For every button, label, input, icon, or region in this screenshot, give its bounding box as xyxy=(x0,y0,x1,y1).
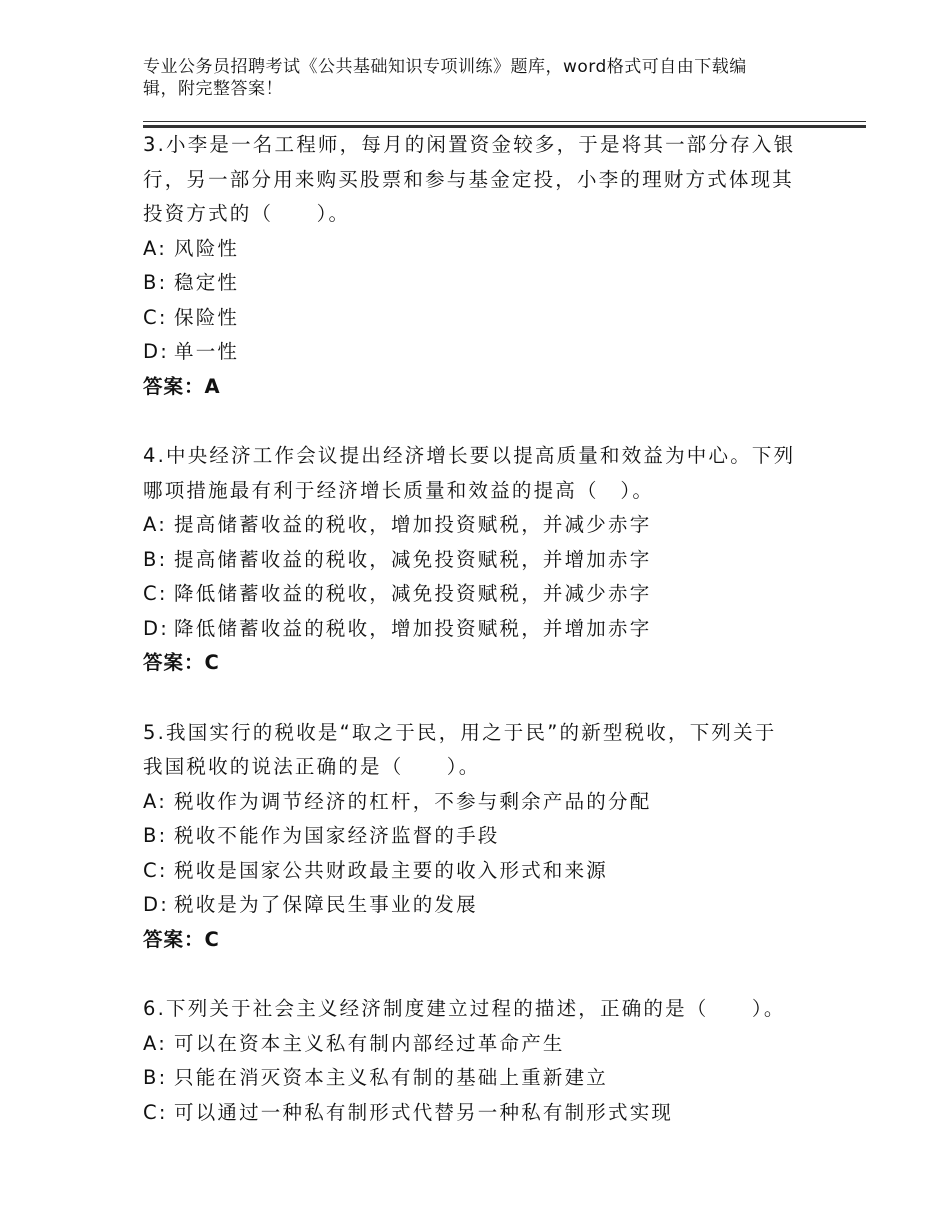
option-key: D: xyxy=(143,893,169,916)
option-text: 提高储蓄收益的税收，增加投资赋税，并减少赤字 xyxy=(174,513,652,536)
option-b xyxy=(143,266,843,301)
question-3 xyxy=(143,128,843,404)
option-b xyxy=(143,543,843,578)
option-text: 单一性 xyxy=(174,340,240,363)
option-c xyxy=(143,577,843,612)
option-text: 提高储蓄收益的税收，减免投资赋税，并增加赤字 xyxy=(174,547,652,571)
question-4 xyxy=(143,439,843,681)
answer: 答案：C xyxy=(143,651,220,674)
option-text: 风险性 xyxy=(174,236,240,260)
option-key: C: xyxy=(143,858,168,882)
option-c xyxy=(143,854,843,889)
option-text: 保险性 xyxy=(174,305,240,329)
question-stem xyxy=(143,439,803,508)
option-text: 可以通过一种私有制形式代替另一种私有制形式实现 xyxy=(174,1100,674,1124)
stem-line: 4.中央经济工作会议提出经济增长要以提高质量和效益为中心。下列 xyxy=(143,444,796,467)
option-text: 税收是国家公共财政最主要的收入形式和来源 xyxy=(174,858,609,882)
option-d xyxy=(143,888,843,923)
option-key: B: xyxy=(143,547,168,571)
option-text: 降低储蓄收益的税收，增加投资赋税，并增加赤字 xyxy=(174,616,652,640)
header-line-1: 专业公务员招聘考试《公共基础知识专项训练》题库，word格式可自由下载编 xyxy=(143,57,747,77)
question-6 xyxy=(143,992,843,1130)
spacer xyxy=(143,404,843,439)
option-text: 税收不能作为国家经济监督的手段 xyxy=(174,824,500,847)
option-text: 降低储蓄收益的税收，减免投资赋税，并减少赤字 xyxy=(174,582,652,605)
answer: 答案：C xyxy=(143,927,220,951)
option-a xyxy=(143,1027,843,1062)
header-line-2: 辑，附完整答案！ xyxy=(143,79,283,99)
option-key: A: xyxy=(143,1031,167,1055)
option-text: 稳定性 xyxy=(174,271,240,294)
option-text: 只能在消灭资本主义私有制的基础上重新建立 xyxy=(174,1066,609,1089)
option-key: D: xyxy=(143,616,169,640)
option-b xyxy=(143,819,843,854)
option-b xyxy=(143,1061,843,1096)
question-list xyxy=(143,128,843,1130)
option-text: 税收是为了保障民生事业的发展 xyxy=(174,893,478,916)
option-key: C: xyxy=(143,1100,168,1124)
stem-line: 哪项措施最有利于经济增长质量和效益的提高（ ）。 xyxy=(143,478,655,502)
option-key: C: xyxy=(143,305,168,329)
spacer xyxy=(143,957,843,992)
option-text: 可以在资本主义私有制内部经过革命产生 xyxy=(174,1031,565,1055)
option-key: A: xyxy=(143,789,167,813)
option-key: A: xyxy=(143,236,167,260)
stem-line: 行，另一部分用来购买股票和参与基金定投，小李的理财方式体现其 xyxy=(143,167,795,191)
stem-line: 6.下列关于社会主义经济制度建立过程的描述，正确的是（ ）。 xyxy=(143,997,786,1020)
option-d xyxy=(143,335,843,370)
option-a xyxy=(143,508,843,543)
option-key: B: xyxy=(143,1066,168,1089)
option-key: A: xyxy=(143,513,167,536)
stem-line: 3.小李是一名工程师，每月的闲置资金较多，于是将其一部分存入银 xyxy=(143,133,796,156)
spacer xyxy=(143,681,843,716)
option-key: B: xyxy=(143,824,168,847)
option-key: D: xyxy=(143,340,169,363)
header-rule-thin xyxy=(143,121,866,122)
option-key: B: xyxy=(143,271,168,294)
question-stem xyxy=(143,716,803,785)
option-key: C: xyxy=(143,582,168,605)
document-header xyxy=(143,56,833,100)
question-stem xyxy=(143,128,803,232)
stem-line: 5.我国实行的税收是“取之于民，用之于民”的新型税收，下列关于 xyxy=(143,720,777,744)
question-stem xyxy=(143,992,803,1027)
option-d xyxy=(143,612,843,647)
option-text: 税收作为调节经济的杠杆，不参与剩余产品的分配 xyxy=(174,789,652,813)
option-c xyxy=(143,1096,843,1131)
stem-line: 我国税收的说法正确的是（ ）。 xyxy=(143,755,481,778)
question-5 xyxy=(143,716,843,958)
answer: 答案：A xyxy=(143,374,221,398)
stem-line: 投资方式的（ ）。 xyxy=(143,202,351,225)
option-a xyxy=(143,785,843,820)
option-c xyxy=(143,301,843,336)
option-a xyxy=(143,232,843,267)
